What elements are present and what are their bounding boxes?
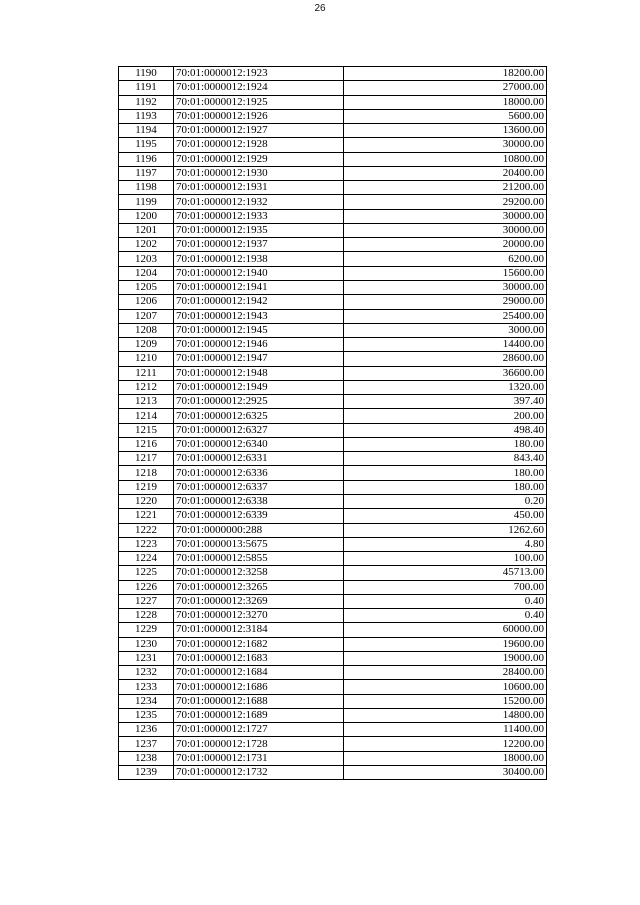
row-number-cell: 1215 — [119, 423, 174, 437]
cadastral-number-cell: 70:01:0000012:6327 — [174, 423, 344, 437]
row-number-cell: 1234 — [119, 694, 174, 708]
row-number-cell: 1238 — [119, 751, 174, 765]
cadastral-number-cell: 70:01:0000012:1942 — [174, 295, 344, 309]
value-cell: 0.40 — [344, 594, 547, 608]
value-cell: 14800.00 — [344, 708, 547, 722]
row-number-cell: 1200 — [119, 209, 174, 223]
row-number-cell: 1237 — [119, 737, 174, 751]
table-row — [119, 252, 547, 266]
row-number-cell: 1218 — [119, 466, 174, 480]
value-cell: 15200.00 — [344, 694, 547, 708]
table-row — [119, 338, 547, 352]
cadastral-number-cell: 70:01:0000012:1935 — [174, 223, 344, 237]
cadastral-number-cell: 70:01:0000012:6339 — [174, 509, 344, 523]
row-number-cell: 1239 — [119, 766, 174, 780]
row-number-cell: 1199 — [119, 195, 174, 209]
cadastral-number-cell: 70:01:0000012:1948 — [174, 366, 344, 380]
value-cell: 200.00 — [344, 409, 547, 423]
row-number-cell: 1219 — [119, 480, 174, 494]
table-row — [119, 708, 547, 722]
table-body — [119, 67, 547, 780]
row-number-cell: 1190 — [119, 67, 174, 81]
table-row — [119, 366, 547, 380]
cadastral-number-cell: 70:01:0000012:1923 — [174, 67, 344, 81]
value-cell: 10600.00 — [344, 680, 547, 694]
row-number-cell: 1208 — [119, 323, 174, 337]
value-cell: 25400.00 — [344, 309, 547, 323]
value-cell: 12200.00 — [344, 737, 547, 751]
table-row — [119, 395, 547, 409]
value-cell: 10800.00 — [344, 152, 547, 166]
cadastral-number-cell: 70:01:0000012:1940 — [174, 266, 344, 280]
row-number-cell: 1191 — [119, 81, 174, 95]
row-number-cell: 1209 — [119, 338, 174, 352]
row-number-cell: 1228 — [119, 609, 174, 623]
table-row — [119, 609, 547, 623]
row-number-cell: 1194 — [119, 124, 174, 138]
table-row — [119, 295, 547, 309]
value-cell: 5600.00 — [344, 109, 547, 123]
cadastral-number-cell: 70:01:0000012:1928 — [174, 138, 344, 152]
value-cell: 28400.00 — [344, 666, 547, 680]
row-number-cell: 1212 — [119, 380, 174, 394]
cadastral-number-cell: 70:01:0000012:3184 — [174, 623, 344, 637]
row-number-cell: 1227 — [119, 594, 174, 608]
table-row — [119, 594, 547, 608]
cadastral-value-table — [118, 66, 547, 780]
value-cell: 100.00 — [344, 552, 547, 566]
row-number-cell: 1201 — [119, 223, 174, 237]
value-cell: 19000.00 — [344, 651, 547, 665]
row-number-cell: 1197 — [119, 166, 174, 180]
value-cell: 843.40 — [344, 452, 547, 466]
table-row — [119, 352, 547, 366]
cadastral-number-cell: 70:01:0000013:5675 — [174, 537, 344, 551]
value-cell: 397.40 — [344, 395, 547, 409]
cadastral-number-cell: 70:01:0000012:1683 — [174, 651, 344, 665]
row-number-cell: 1203 — [119, 252, 174, 266]
value-cell: 20000.00 — [344, 238, 547, 252]
table-row — [119, 67, 547, 81]
table-row — [119, 637, 547, 651]
value-cell: 4.80 — [344, 537, 547, 551]
cadastral-number-cell: 70:01:0000012:1930 — [174, 166, 344, 180]
value-cell: 180.00 — [344, 480, 547, 494]
value-cell: 29000.00 — [344, 295, 547, 309]
table-row — [119, 666, 547, 680]
row-number-cell: 1207 — [119, 309, 174, 323]
cadastral-number-cell: 70:01:0000012:2925 — [174, 395, 344, 409]
row-number-cell: 1204 — [119, 266, 174, 280]
row-number-cell: 1222 — [119, 523, 174, 537]
cadastral-number-cell: 70:01:0000012:1946 — [174, 338, 344, 352]
table-row — [119, 552, 547, 566]
cadastral-number-cell: 70:01:0000012:3258 — [174, 566, 344, 580]
table-row — [119, 680, 547, 694]
cadastral-number-cell: 70:01:0000012:6325 — [174, 409, 344, 423]
value-cell: 36600.00 — [344, 366, 547, 380]
value-cell: 18200.00 — [344, 67, 547, 81]
row-number-cell: 1192 — [119, 95, 174, 109]
value-cell: 180.00 — [344, 466, 547, 480]
cadastral-number-cell: 70:01:0000012:1949 — [174, 380, 344, 394]
cadastral-number-cell: 70:01:0000012:5855 — [174, 552, 344, 566]
row-number-cell: 1217 — [119, 452, 174, 466]
table-row — [119, 537, 547, 551]
table-row — [119, 195, 547, 209]
row-number-cell: 1232 — [119, 666, 174, 680]
value-cell: 45713.00 — [344, 566, 547, 580]
value-cell: 11400.00 — [344, 723, 547, 737]
value-cell: 15600.00 — [344, 266, 547, 280]
cadastral-number-cell: 70:01:0000012:3270 — [174, 609, 344, 623]
row-number-cell: 1223 — [119, 537, 174, 551]
value-cell: 27000.00 — [344, 81, 547, 95]
row-number-cell: 1233 — [119, 680, 174, 694]
row-number-cell: 1206 — [119, 295, 174, 309]
table-row — [119, 95, 547, 109]
table-row — [119, 323, 547, 337]
row-number-cell: 1225 — [119, 566, 174, 580]
value-cell: 180.00 — [344, 437, 547, 451]
row-number-cell: 1236 — [119, 723, 174, 737]
cadastral-number-cell: 70:01:0000012:3269 — [174, 594, 344, 608]
value-cell: 13600.00 — [344, 124, 547, 138]
cadastral-number-cell: 70:01:0000012:1945 — [174, 323, 344, 337]
table-row — [119, 737, 547, 751]
cadastral-number-cell: 70:01:0000012:1937 — [174, 238, 344, 252]
table-row — [119, 266, 547, 280]
table-row — [119, 580, 547, 594]
table-row — [119, 480, 547, 494]
row-number-cell: 1210 — [119, 352, 174, 366]
table-row — [119, 651, 547, 665]
table-row — [119, 238, 547, 252]
cadastral-number-cell: 70:01:0000012:6331 — [174, 452, 344, 466]
table-row — [119, 509, 547, 523]
page-number: 26 — [314, 3, 326, 14]
cadastral-number-cell: 70:01:0000012:3265 — [174, 580, 344, 594]
row-number-cell: 1235 — [119, 708, 174, 722]
row-number-cell: 1221 — [119, 509, 174, 523]
table-row — [119, 223, 547, 237]
value-cell: 450.00 — [344, 509, 547, 523]
table-row — [119, 166, 547, 180]
value-cell: 30000.00 — [344, 209, 547, 223]
table-row — [119, 409, 547, 423]
cadastral-number-cell: 70:01:0000012:1933 — [174, 209, 344, 223]
table-row — [119, 109, 547, 123]
value-cell: 20400.00 — [344, 166, 547, 180]
cadastral-number-cell: 70:01:0000012:1688 — [174, 694, 344, 708]
row-number-cell: 1198 — [119, 181, 174, 195]
table-row — [119, 466, 547, 480]
cadastral-number-cell: 70:01:0000012:1947 — [174, 352, 344, 366]
cadastral-number-cell: 70:01:0000012:1927 — [174, 124, 344, 138]
value-cell: 6200.00 — [344, 252, 547, 266]
value-cell: 29200.00 — [344, 195, 547, 209]
cadastral-number-cell: 70:01:0000012:1926 — [174, 109, 344, 123]
row-number-cell: 1229 — [119, 623, 174, 637]
row-number-cell: 1195 — [119, 138, 174, 152]
value-cell: 18000.00 — [344, 95, 547, 109]
cadastral-number-cell: 70:01:0000012:1689 — [174, 708, 344, 722]
cadastral-number-cell: 70:01:0000012:6337 — [174, 480, 344, 494]
table-row — [119, 766, 547, 780]
row-number-cell: 1202 — [119, 238, 174, 252]
table-row — [119, 723, 547, 737]
value-cell: 18000.00 — [344, 751, 547, 765]
row-number-cell: 1216 — [119, 437, 174, 451]
table-row — [119, 751, 547, 765]
value-cell: 30000.00 — [344, 223, 547, 237]
cadastral-number-cell: 70:01:0000012:1929 — [174, 152, 344, 166]
value-cell: 21200.00 — [344, 181, 547, 195]
table-row — [119, 152, 547, 166]
table-row — [119, 138, 547, 152]
value-cell: 28600.00 — [344, 352, 547, 366]
row-number-cell: 1193 — [119, 109, 174, 123]
cadastral-number-cell: 70:01:0000000:288 — [174, 523, 344, 537]
table-row — [119, 309, 547, 323]
row-number-cell: 1205 — [119, 280, 174, 294]
value-cell: 19600.00 — [344, 637, 547, 651]
table-row — [119, 523, 547, 537]
table-row — [119, 81, 547, 95]
cadastral-number-cell: 70:01:0000012:1943 — [174, 309, 344, 323]
row-number-cell: 1231 — [119, 651, 174, 665]
cadastral-number-cell: 70:01:0000012:1932 — [174, 195, 344, 209]
row-number-cell: 1224 — [119, 552, 174, 566]
cadastral-number-cell: 70:01:0000012:1732 — [174, 766, 344, 780]
value-cell: 30400.00 — [344, 766, 547, 780]
table-row — [119, 566, 547, 580]
table-row — [119, 423, 547, 437]
cadastral-number-cell: 70:01:0000012:1728 — [174, 737, 344, 751]
table-row — [119, 209, 547, 223]
table-row — [119, 437, 547, 451]
cadastral-number-cell: 70:01:0000012:1924 — [174, 81, 344, 95]
row-number-cell: 1211 — [119, 366, 174, 380]
value-cell: 0.20 — [344, 494, 547, 508]
cadastral-number-cell: 70:01:0000012:6338 — [174, 494, 344, 508]
row-number-cell: 1214 — [119, 409, 174, 423]
table-row — [119, 124, 547, 138]
cadastral-number-cell: 70:01:0000012:1682 — [174, 637, 344, 651]
row-number-cell: 1230 — [119, 637, 174, 651]
cadastral-number-cell: 70:01:0000012:1925 — [174, 95, 344, 109]
cadastral-number-cell: 70:01:0000012:1686 — [174, 680, 344, 694]
cadastral-number-cell: 70:01:0000012:1731 — [174, 751, 344, 765]
cadastral-number-cell: 70:01:0000012:1938 — [174, 252, 344, 266]
value-cell: 30000.00 — [344, 280, 547, 294]
row-number-cell: 1213 — [119, 395, 174, 409]
value-cell: 498.40 — [344, 423, 547, 437]
cadastral-number-cell: 70:01:0000012:1931 — [174, 181, 344, 195]
value-cell: 1262.60 — [344, 523, 547, 537]
value-cell: 14400.00 — [344, 338, 547, 352]
cadastral-number-cell: 70:01:0000012:1684 — [174, 666, 344, 680]
cadastral-number-cell: 70:01:0000012:1727 — [174, 723, 344, 737]
cadastral-number-cell: 70:01:0000012:1941 — [174, 280, 344, 294]
row-number-cell: 1226 — [119, 580, 174, 594]
value-cell: 1320.00 — [344, 380, 547, 394]
value-cell: 3000.00 — [344, 323, 547, 337]
table-row — [119, 181, 547, 195]
cadastral-number-cell: 70:01:0000012:6336 — [174, 466, 344, 480]
table-row — [119, 694, 547, 708]
value-cell: 60000.00 — [344, 623, 547, 637]
value-cell: 700.00 — [344, 580, 547, 594]
row-number-cell: 1196 — [119, 152, 174, 166]
table-row — [119, 494, 547, 508]
table-row — [119, 452, 547, 466]
table-row — [119, 280, 547, 294]
value-cell: 30000.00 — [344, 138, 547, 152]
value-cell: 0.40 — [344, 609, 547, 623]
cadastral-number-cell: 70:01:0000012:6340 — [174, 437, 344, 451]
table-row — [119, 380, 547, 394]
table-row — [119, 623, 547, 637]
row-number-cell: 1220 — [119, 494, 174, 508]
